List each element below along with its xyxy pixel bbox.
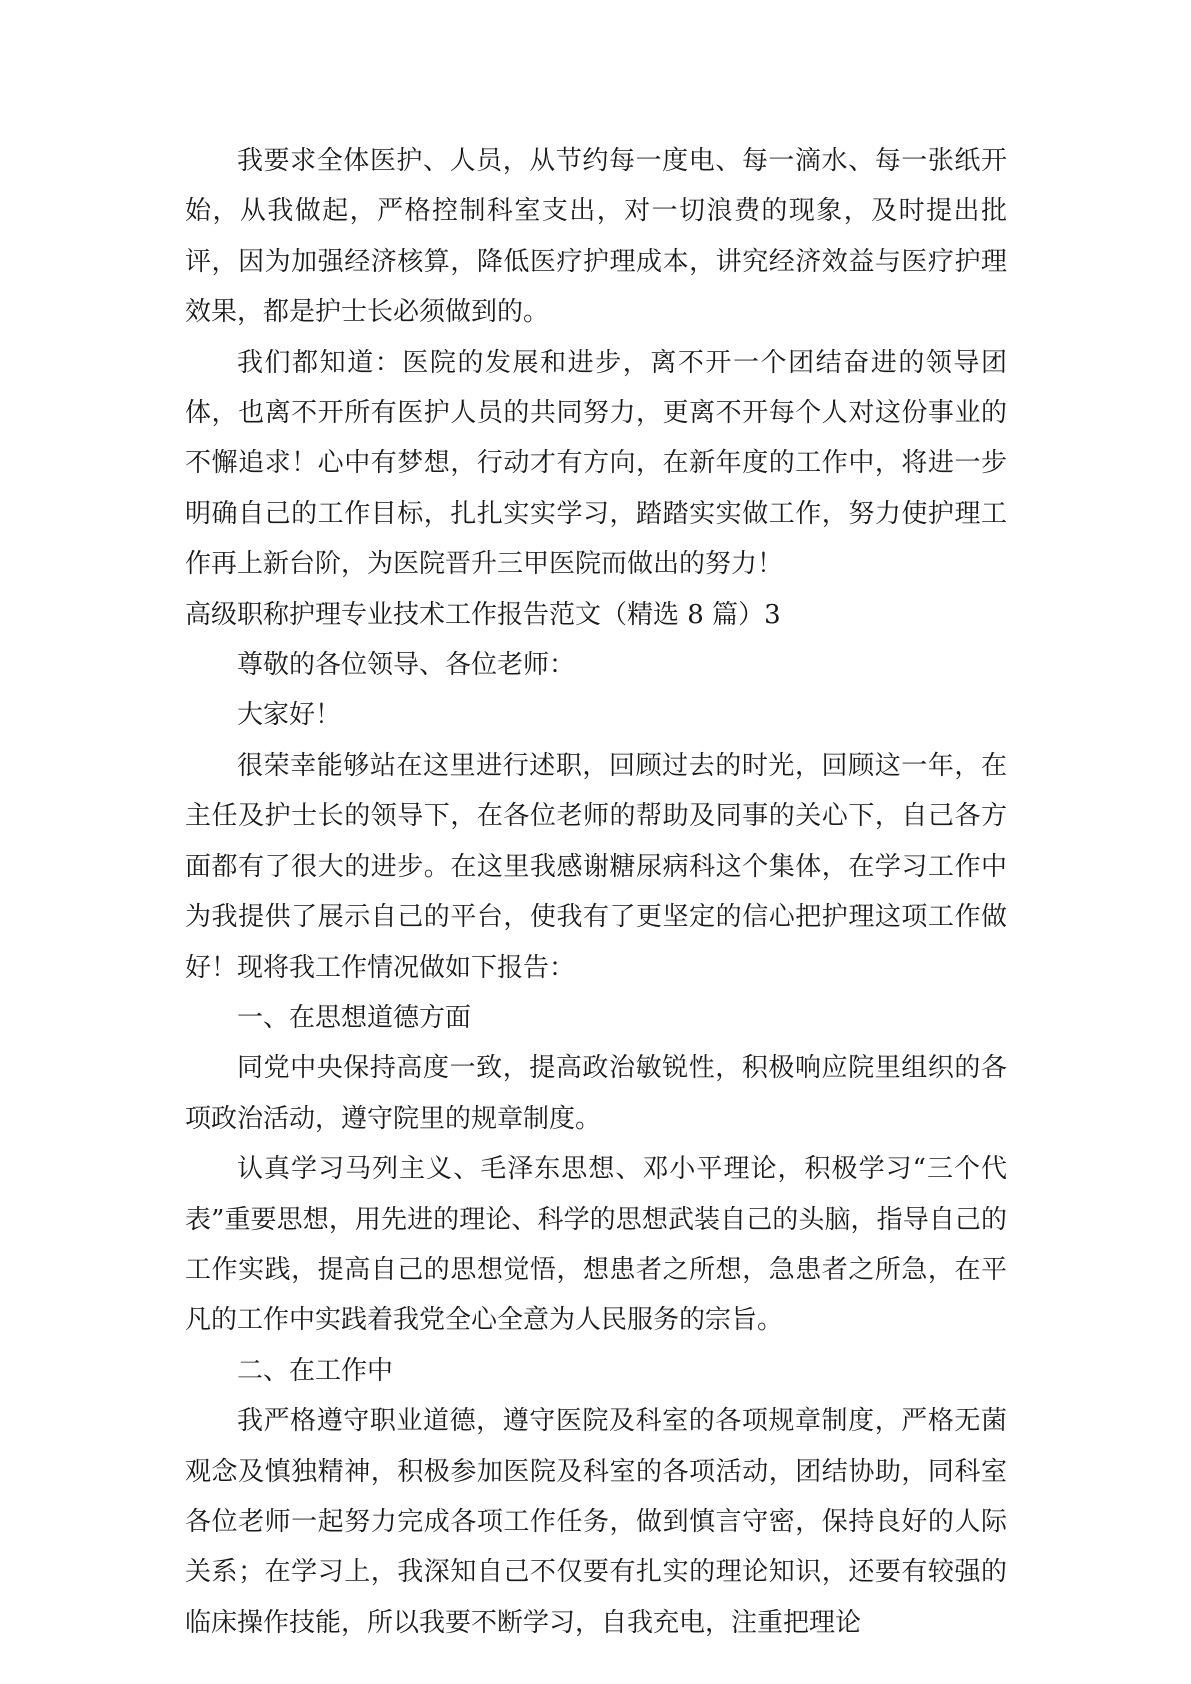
paragraph-theory-study: 认真学习马列主义、毛泽东思想、邓小平理论，积极学习“三个代表”重要思想，用先进的理论、科学的思想武装自己的头脑，指导自己的工作实践，提高自己的思想觉悟，想患者之所想，急患者之所急，在平凡的工作中实践着我党全心全意为人民服务的宗旨。 [185,1154,1007,1336]
document-body [185,136,1007,1648]
heading-ideology: 一、在思想道德方面 [237,1002,472,1033]
greeting: 大家好！ [237,700,342,731]
paragraph-cost-control: 我要求全体医护、人员，从节约每一度电、每一滴水、每一张纸开始，从我做起，严格控制科室支出，对一切浪费的现象，及时提出批评，因为加强经济核算，降低医疗护理成本，讲究经济效益与医疗护理效果，都是护士长必须做到的。 [185,146,1007,328]
salutation: 尊敬的各位领导、各位老师： [237,650,576,681]
heading-work: 二、在工作中 [237,1355,394,1386]
paragraph-work-ethics: 我严格遵守职业道德，遵守医院及科室的各项规章制度，严格无菌观念及慎独精神，积极参加医院及科室的各项活动，团结协助，同科室各位老师一起努力完成各项工作任务，做到慎言守密，保持良好的人际关系；在学习上，我深知自己不仅要有扎实的理论知识，还要有较强的临床操作技能，所以我要不断学习，自我充电，注重把理论 [185,1406,1007,1638]
paragraph-political: 同党中央保持高度一致，提高政治敏锐性，积极响应院里组织的各项政治活动，遵守院里的规章制度。 [185,1053,1007,1134]
section-title: 高级职称护理专业技术工作报告范文（精选 8 篇）3 [185,599,781,630]
paragraph-development: 我们都知道：医院的发展和进步，离不开一个团结奋进的领导团体，也离不开所有医护人员的共同努力，更离不开每个人对这份事业的不懈追求！心中有梦想，行动才有方向，在新年度的工作中，将进一步明确自己的工作目标，扎扎实实学习，踏踏实实做工作，努力使护理工作再上新台阶，为医院晋升三甲医院而做出的努力！ [185,347,1007,580]
paragraph-introduction: 很荣幸能够站在这里进行述职，回顾过去的时光，回顾这一年，在主任及护士长的领导下，在各位老师的帮助及同事的关心下，自己各方面都有了很大的进步。在这里我感谢糖尿病科这个集体，在学习工作中为我提供了展示自己的平台，使我有了更坚定的信心把护理这项工作做好！现将我工作情况做如下报告： [185,750,1007,983]
